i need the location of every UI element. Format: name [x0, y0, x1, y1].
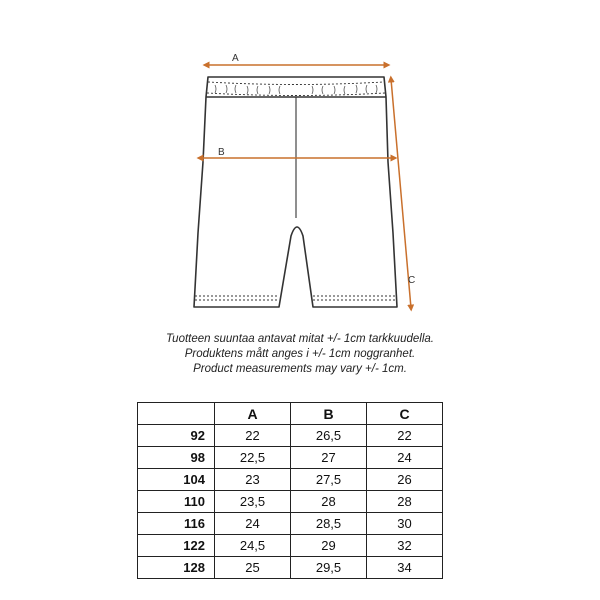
measure-cell-c: 34 [367, 557, 443, 579]
table-row [138, 425, 443, 447]
size-cell: 92 [138, 425, 215, 447]
size-cell: 122 [138, 535, 215, 557]
measure-cell-c: 26 [367, 469, 443, 491]
shorts-outline [194, 77, 397, 307]
measure-cell-a: 22,5 [215, 447, 291, 469]
measure-c-label: C [408, 275, 416, 286]
table-row [138, 491, 443, 513]
measure-cell-b: 27,5 [291, 469, 367, 491]
measure-cell-c: 32 [367, 535, 443, 557]
table-row [138, 557, 443, 579]
table-row [138, 513, 443, 535]
measure-cell-b: 28,5 [291, 513, 367, 535]
header-b: B [291, 403, 367, 425]
measure-cell-a: 23,5 [215, 491, 291, 513]
table-row [138, 535, 443, 557]
measure-b-label: B [218, 147, 225, 158]
accuracy-note-swedish: Produktens mått anges i +/- 1cm noggranhet. [184, 348, 416, 360]
measure-cell-c: 30 [367, 513, 443, 535]
size-cell: 98 [138, 447, 215, 469]
size-chart-table [137, 402, 443, 579]
measure-cell-a: 22 [215, 425, 291, 447]
table-header-row [138, 403, 443, 425]
measure-cell-b: 29 [291, 535, 367, 557]
measure-cell-c: 22 [367, 425, 443, 447]
table-row [138, 447, 443, 469]
header-size [138, 403, 215, 425]
measure-c-line [391, 79, 411, 308]
measure-cell-b: 26,5 [291, 425, 367, 447]
size-cell: 128 [138, 557, 215, 579]
measure-cell-b: 27 [291, 447, 367, 469]
accuracy-note-english: Product measurements may vary +/- 1cm. [193, 363, 407, 375]
measure-cell-c: 24 [367, 447, 443, 469]
measure-cell-a: 24,5 [215, 535, 291, 557]
table-row [138, 469, 443, 491]
measure-cell-b: 29,5 [291, 557, 367, 579]
size-cell: 110 [138, 491, 215, 513]
table-body [138, 425, 443, 579]
accuracy-note-finnish: Tuotteen suuntaa antavat mitat +/- 1cm tarkkuudella. [166, 333, 434, 345]
header-c: C [367, 403, 443, 425]
measure-cell-a: 25 [215, 557, 291, 579]
waistband-gathers [215, 85, 377, 94]
measure-cell-a: 23 [215, 469, 291, 491]
header-a: A [215, 403, 291, 425]
measure-cell-a: 24 [215, 513, 291, 535]
size-cell: 104 [138, 469, 215, 491]
measure-cell-c: 28 [367, 491, 443, 513]
size-cell: 116 [138, 513, 215, 535]
measure-cell-b: 28 [291, 491, 367, 513]
measure-a-label: A [232, 53, 239, 64]
